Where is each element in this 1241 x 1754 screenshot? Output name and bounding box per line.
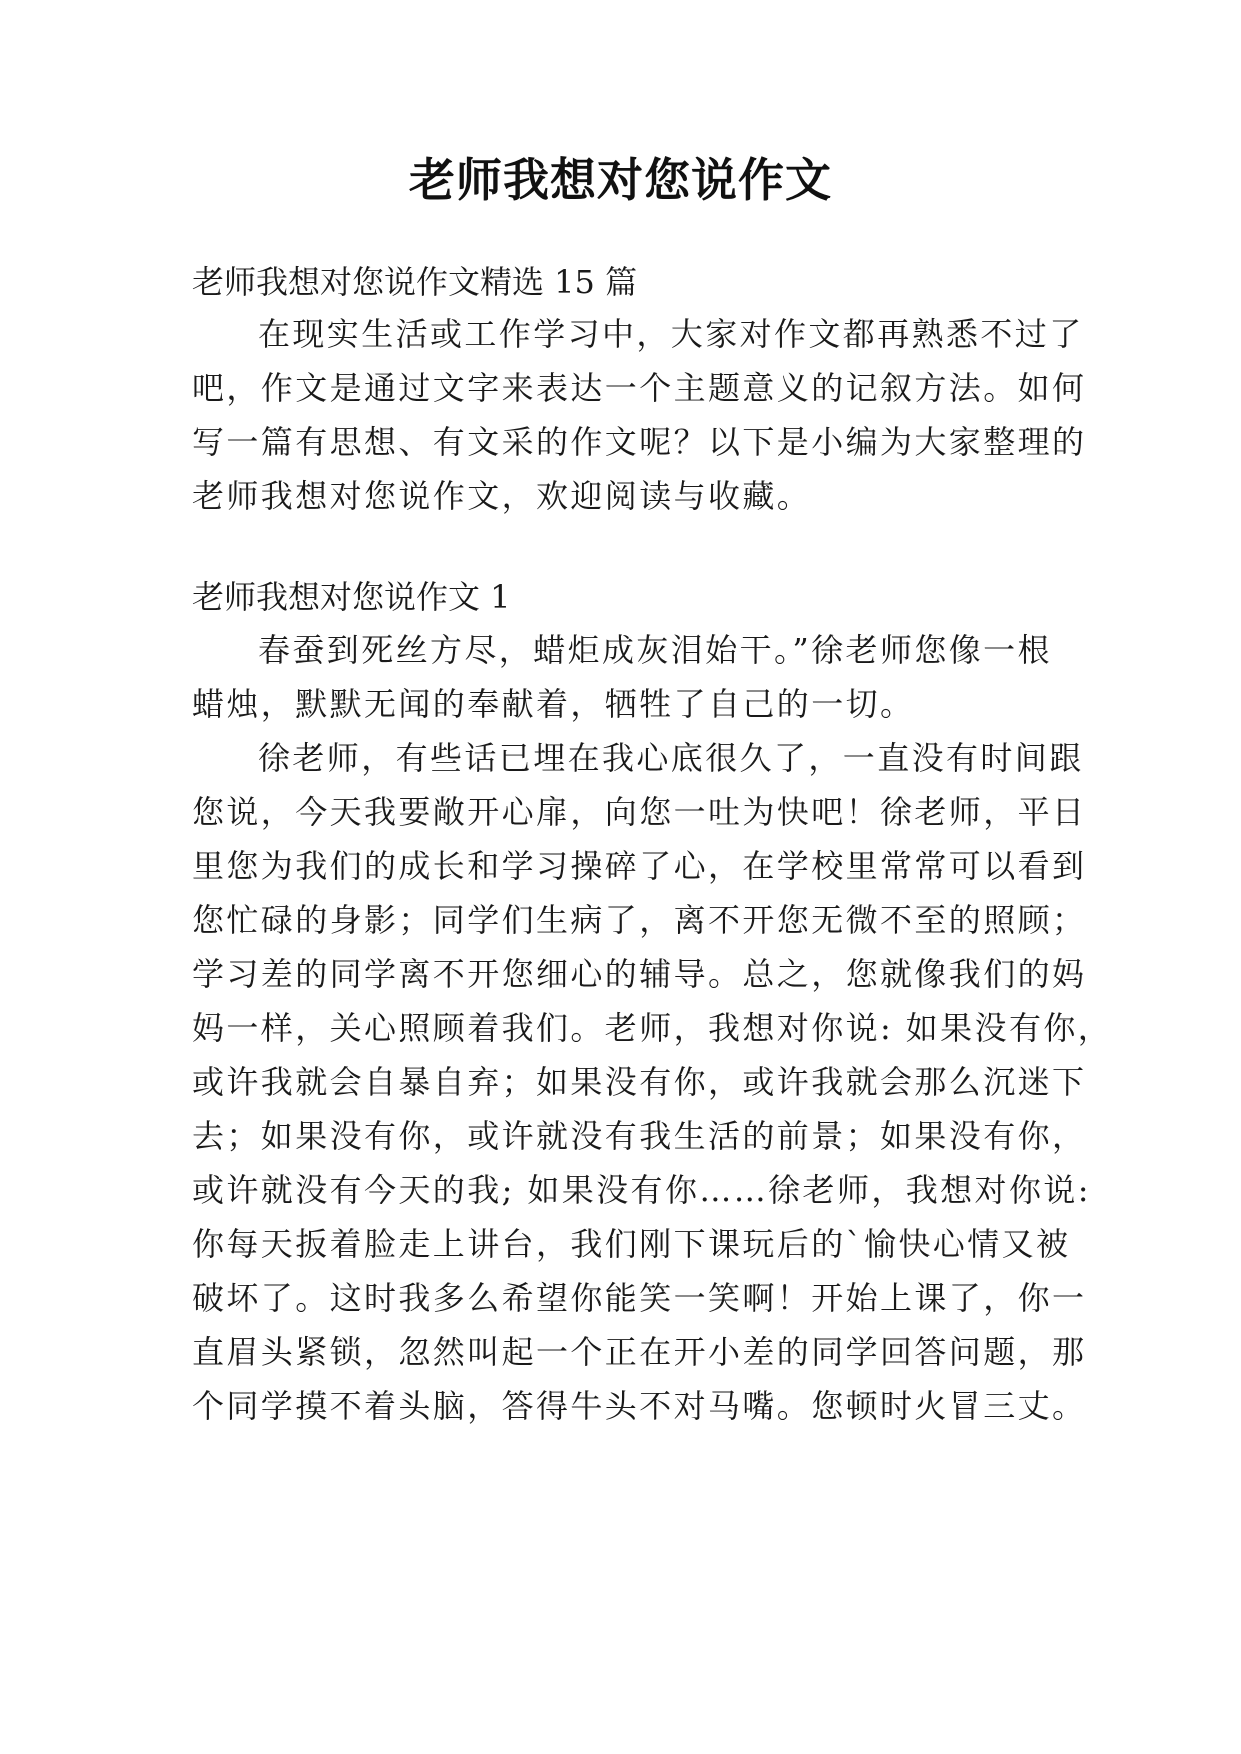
paragraph-line: 里您为我们的成长和学习操碎了心，在学校里常常可以看到 — [192, 847, 1087, 885]
paragraph-line: 徐老师，有些话已埋在我心底很久了，一直没有时间跟 — [258, 739, 1084, 777]
paragraph-line: 直眉头紧锁，忽然叫起一个正在开小差的同学回答问题，那 — [192, 1333, 1087, 1371]
paragraph-line: 破坏了。这时我多么希望你能笑一笑啊！开始上课了，你一 — [192, 1279, 1087, 1317]
paragraph-line: 个同学摸不着头脑，答得牛头不对马嘴。您顿时火冒三丈。 — [192, 1387, 1087, 1425]
intro-line: 老师我想对您说作文，欢迎阅读与收藏。 — [192, 477, 812, 515]
paragraph-line: 或许就没有今天的我; 如果没有你……徐老师，我想对你说: — [192, 1171, 1091, 1209]
intro-line: 写一篇有思想、有文采的作文呢？以下是小编为大家整理的 — [192, 423, 1087, 461]
intro-line: 吧，作文是通过文字来表达一个主题意义的记叙方法。如何 — [192, 369, 1087, 407]
paragraph-line: 你每天扳着脸走上讲台，我们刚下课玩后的`愉快心情又被 — [192, 1225, 1071, 1263]
intro-line: 在现实生活或工作学习中，大家对作文都再熟悉不过了 — [258, 315, 1084, 353]
paragraph-line: 学习差的同学离不开您细心的辅导。总之，您就像我们的妈 — [192, 955, 1087, 993]
section-heading: 老师我想对您说作文 1 — [192, 578, 511, 616]
paragraph-line: 去；如果没有你，或许就没有我生活的前景；如果没有你， — [192, 1117, 1087, 1155]
document-title: 老师我想对您说作文 — [409, 153, 832, 207]
paragraph-line: 您忙碌的身影；同学们生病了，离不开您无微不至的照顾； — [192, 901, 1087, 939]
paragraph-line: 蜡烛，默默无闻的奉献着，牺牲了自己的一切。 — [192, 685, 915, 723]
paragraph-line: 您说，今天我要敞开心扉，向您一吐为快吧！徐老师，平日 — [192, 793, 1087, 831]
paragraph-line: 或许我就会自暴自弃；如果没有你，或许我就会那么沉迷下 — [192, 1063, 1087, 1101]
document-subtitle: 老师我想对您说作文精选 15 篇 — [192, 263, 638, 301]
paragraph-line: 春蚕到死丝方尽，蜡炬成灰泪始干。”徐老师您像一根 — [258, 631, 1052, 669]
paragraph-line: 妈一样，关心照顾着我们。老师，我想对你说: 如果没有你， — [192, 1009, 1113, 1047]
